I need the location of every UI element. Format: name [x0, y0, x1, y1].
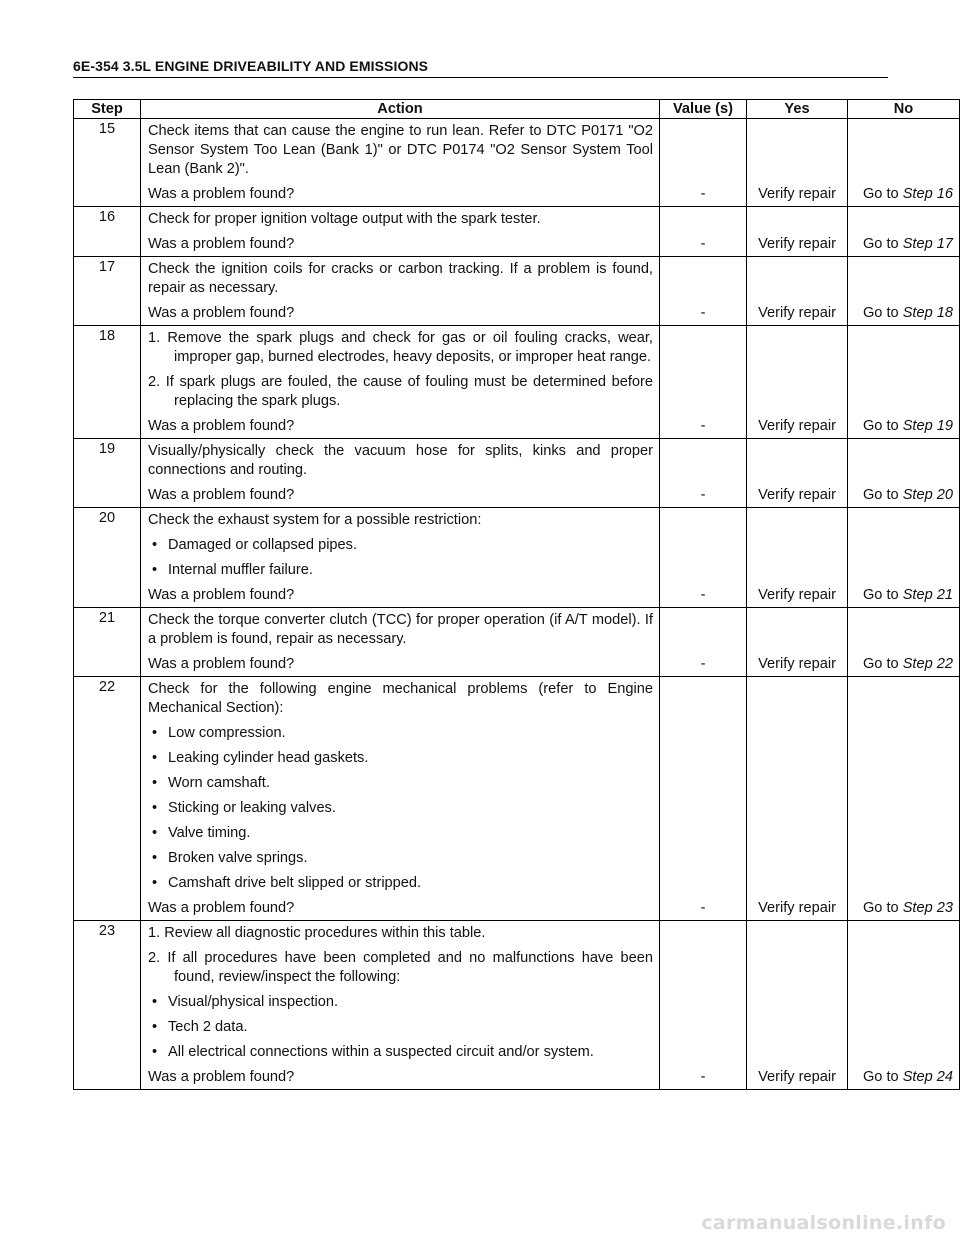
bullet-text: All electrical connections within a suspected circuit and/or system.: [168, 1044, 594, 1060]
table-row: [74, 119, 960, 207]
table-row: [74, 608, 960, 677]
column-header-step: Step: [74, 100, 141, 119]
goto-step-reference: Step 16: [902, 186, 953, 202]
goto-step-reference: Step 24: [902, 1069, 953, 1085]
bullet-text: Sticking or leaking valves.: [168, 800, 336, 816]
table-row: [74, 326, 960, 439]
bullet-text: Broken valve springs.: [168, 850, 308, 866]
yes-cell: Verify repair: [747, 326, 848, 439]
bullet-item: [148, 799, 653, 818]
step-number: 18: [74, 326, 141, 439]
bullet-icon: •: [152, 562, 158, 578]
action-text: Check the ignition coils for cracks or carbon tracking. If a problem is found, repair as necessary.: [148, 261, 653, 296]
step-number: 15: [74, 119, 141, 207]
bullet-icon: •: [152, 875, 158, 891]
table-row: [74, 677, 960, 921]
no-cell: [848, 207, 960, 257]
bullet-icon: •: [152, 994, 158, 1010]
action-text: Visually/physically check the vacuum hose for splits, kinks and proper connections and routing.: [148, 443, 653, 478]
action-cell: [141, 257, 660, 326]
action-cell: [141, 207, 660, 257]
table-row: [74, 257, 960, 326]
goto-prefix: Go to: [862, 487, 903, 503]
diagnostic-table: [73, 99, 960, 1090]
page-title: 6E-354 3.5L ENGINE DRIVEABILITY AND EMISSIONS: [73, 58, 429, 74]
value-cell: -: [660, 439, 747, 508]
goto-prefix: Go to: [862, 236, 903, 252]
no-cell: [848, 921, 960, 1090]
goto-step-reference: Step 20: [902, 487, 953, 503]
bullet-icon: •: [152, 537, 158, 553]
action-cell: [141, 439, 660, 508]
bullet-item: [148, 561, 653, 580]
goto-prefix: Go to: [862, 587, 903, 603]
value-cell: -: [660, 921, 747, 1090]
goto-step-reference: Step 22: [902, 656, 953, 672]
step-number: 21: [74, 608, 141, 677]
action-question: Was a problem found?: [148, 186, 295, 202]
page-header: [73, 58, 888, 78]
action-cell: [141, 677, 660, 921]
value-cell: -: [660, 677, 747, 921]
column-header-action: Action: [141, 100, 660, 119]
goto-step-reference: Step 21: [902, 587, 953, 603]
goto-step-reference: Step 18: [902, 305, 953, 321]
yes-cell: Verify repair: [747, 439, 848, 508]
action-question: Was a problem found?: [148, 305, 295, 321]
watermark: carmanualsonline.info: [701, 1212, 946, 1234]
bullet-icon: •: [152, 1019, 158, 1035]
action-question: Was a problem found?: [148, 656, 295, 672]
bullet-icon: •: [152, 850, 158, 866]
bullet-icon: •: [152, 800, 158, 816]
no-cell: [848, 257, 960, 326]
action-question: Was a problem found?: [148, 236, 295, 252]
step-number: 20: [74, 508, 141, 608]
column-header-value: Value (s): [660, 100, 747, 119]
no-cell: [848, 119, 960, 207]
bullet-icon: •: [152, 825, 158, 841]
table-header-row: [74, 100, 960, 119]
yes-cell: Verify repair: [747, 921, 848, 1090]
bullet-item: [148, 749, 653, 768]
yes-cell: Verify repair: [747, 677, 848, 921]
action-cell: [141, 921, 660, 1090]
bullet-text: Worn camshaft.: [168, 775, 270, 791]
value-cell: -: [660, 119, 747, 207]
action-cell: [141, 326, 660, 439]
action-text: Check items that can cause the engine to run lean. Refer to DTC P0171 "O2 Sensor System Too Lean (Bank 1)" or DTC P0174 "O2 Sensor System Tool Lean (Bank 2)".: [148, 123, 653, 177]
action-cell: [141, 508, 660, 608]
step-number: 16: [74, 207, 141, 257]
action-cell: [141, 608, 660, 677]
yes-cell: Verify repair: [747, 608, 848, 677]
step-number: 17: [74, 257, 141, 326]
goto-step-reference: Step 23: [902, 900, 953, 916]
no-cell: [848, 508, 960, 608]
action-text: 1. Review all diagnostic procedures within this table.: [148, 925, 486, 941]
goto-prefix: Go to: [862, 305, 903, 321]
table-row: [74, 207, 960, 257]
action-text: Check for the following engine mechanical problems (refer to Engine Mechanical Section):: [148, 681, 653, 716]
bullet-text: Visual/physical inspection.: [168, 994, 339, 1010]
yes-cell: Verify repair: [747, 119, 848, 207]
bullet-item: [148, 993, 653, 1012]
bullet-item: [148, 536, 653, 555]
goto-prefix: Go to: [862, 1069, 903, 1085]
yes-cell: Verify repair: [747, 257, 848, 326]
value-cell: -: [660, 608, 747, 677]
no-cell: [848, 608, 960, 677]
goto-prefix: Go to: [862, 186, 903, 202]
step-number: 22: [74, 677, 141, 921]
action-text: Check the torque converter clutch (TCC) for proper operation (if A/T model). If a problem is found, repair as necessary.: [148, 612, 653, 647]
goto-step-reference: Step 17: [902, 236, 953, 252]
bullet-text: Leaking cylinder head gaskets.: [168, 750, 369, 766]
action-text: Check for proper ignition voltage output with the spark tester.: [148, 211, 541, 227]
column-header-yes: Yes: [747, 100, 848, 119]
value-cell: -: [660, 207, 747, 257]
value-cell: -: [660, 508, 747, 608]
bullet-text: Internal muffler failure.: [168, 562, 313, 578]
bullet-item: [148, 849, 653, 868]
goto-prefix: Go to: [862, 418, 903, 434]
bullet-item: [148, 874, 653, 893]
value-cell: -: [660, 326, 747, 439]
bullet-icon: •: [152, 725, 158, 741]
no-cell: [848, 439, 960, 508]
goto-step-reference: Step 19: [902, 418, 953, 434]
bullet-icon: •: [152, 775, 158, 791]
numbered-item: 2. If all procedures have been completed and no malfunctions have been found, review/inspect the following:: [148, 950, 653, 985]
goto-prefix: Go to: [862, 900, 903, 916]
step-number: 19: [74, 439, 141, 508]
step-number: 23: [74, 921, 141, 1090]
bullet-text: Valve timing.: [168, 825, 251, 841]
yes-cell: Verify repair: [747, 207, 848, 257]
no-cell: [848, 326, 960, 439]
bullet-text: Low compression.: [168, 725, 286, 741]
bullet-icon: •: [152, 1044, 158, 1060]
table-row: [74, 508, 960, 608]
bullet-item: [148, 1018, 653, 1037]
table-row: [74, 921, 960, 1090]
numbered-item: 2. If spark plugs are fouled, the cause of fouling must be determined before replacing the spark plugs.: [148, 374, 653, 409]
action-question: Was a problem found?: [148, 1069, 295, 1085]
action-cell: [141, 119, 660, 207]
bullet-item: [148, 1043, 653, 1062]
bullet-text: Camshaft drive belt slipped or stripped.: [168, 875, 422, 891]
action-question: Was a problem found?: [148, 487, 295, 503]
action-text: Check the exhaust system for a possible restriction:: [148, 512, 482, 528]
bullet-item: [148, 824, 653, 843]
column-header-no: No: [848, 100, 960, 119]
table-row: [74, 439, 960, 508]
bullet-icon: •: [152, 750, 158, 766]
bullet-item: [148, 774, 653, 793]
numbered-item: 1. Remove the spark plugs and check for gas or oil fouling cracks, wear, improper gap, burned electrodes, heavy deposits, or improper heat range.: [148, 330, 653, 365]
bullet-text: Damaged or collapsed pipes.: [168, 537, 358, 553]
yes-cell: Verify repair: [747, 508, 848, 608]
action-question: Was a problem found?: [148, 900, 295, 916]
goto-prefix: Go to: [862, 656, 903, 672]
no-cell: [848, 677, 960, 921]
action-question: Was a problem found?: [148, 418, 295, 434]
bullet-text: Tech 2 data.: [168, 1019, 248, 1035]
bullet-item: [148, 724, 653, 743]
value-cell: -: [660, 257, 747, 326]
table-body: [74, 119, 960, 1090]
action-question: Was a problem found?: [148, 587, 295, 603]
